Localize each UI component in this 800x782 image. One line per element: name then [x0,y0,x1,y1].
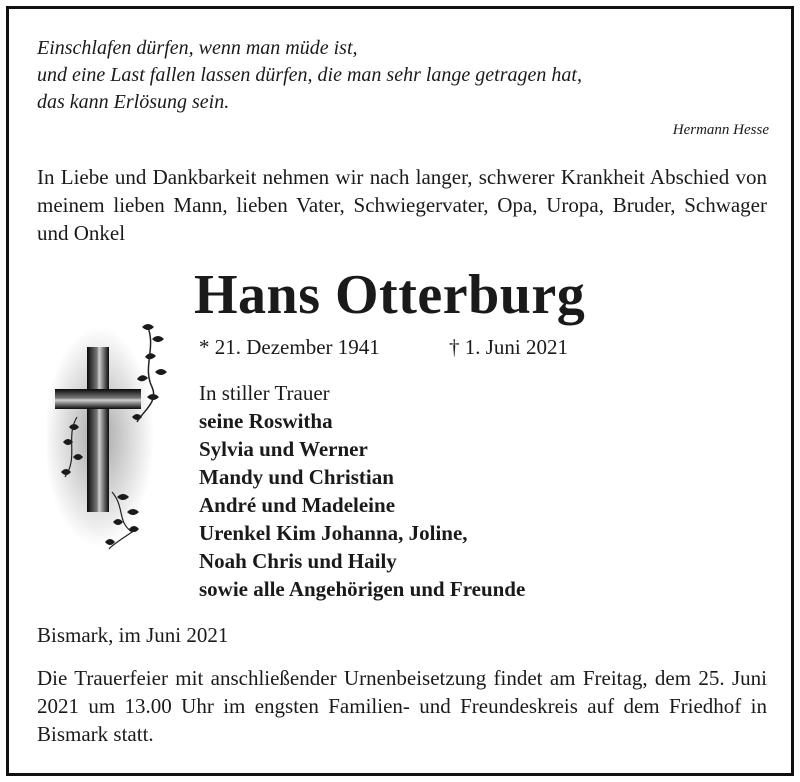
intro-text: In Liebe und Dankbarkeit nehmen wir nach langer, schwerer Krankheit Abschied von meinem lieben Mann, lieben Vater, Schwiegervater, Opa, Uropa, Bruder, Schwager und Onkel [37,165,767,245]
mourner-name: Noah Chris und Haily [199,549,397,573]
quote-line: und eine Last fallen lassen dürfen, die man sehr lange getragen hat, [37,64,582,86]
mourner-name: Sylvia und Werner [199,437,368,461]
birth-date: * 21. Dezember 1941 [199,335,380,359]
place-date: Bismark, im Juni 2021 [37,623,229,647]
quote-author: Hermann Hesse [672,122,769,138]
mourner-name: sowie alle Angehörigen und Freunde [199,577,526,601]
hesse-quote [37,35,582,116]
quote-line: Einschlafen dürfen, wenn man müde ist, [37,37,358,59]
mourner-name: seine Roswitha [199,409,333,433]
life-dates [199,335,569,360]
mourners-list [199,379,525,603]
deceased-name: Hans Otterburg [194,264,586,326]
death-date: † 1. Juni 2021 [449,335,569,359]
mourner-name: André und Madeleine [199,493,396,517]
cross-with-ivy-icon [47,317,177,562]
obituary-card [6,6,794,776]
mourner-name: Urenkel Kim Johanna, Joline, [199,521,468,545]
mourner-name: Mandy und Christian [199,465,394,489]
mourners-heading: In stiller Trauer [199,381,330,405]
funeral-notice: Die Trauerfeier mit anschließender Urnenbeisetzung findet am Freitag, dem 25. Juni 2021 um 13.00 Uhr im engsten Familien- und Freundeskreis auf dem Friedhof in Bismark statt. [37,666,767,746]
quote-line: das kann Erlösung sein. [37,91,230,113]
